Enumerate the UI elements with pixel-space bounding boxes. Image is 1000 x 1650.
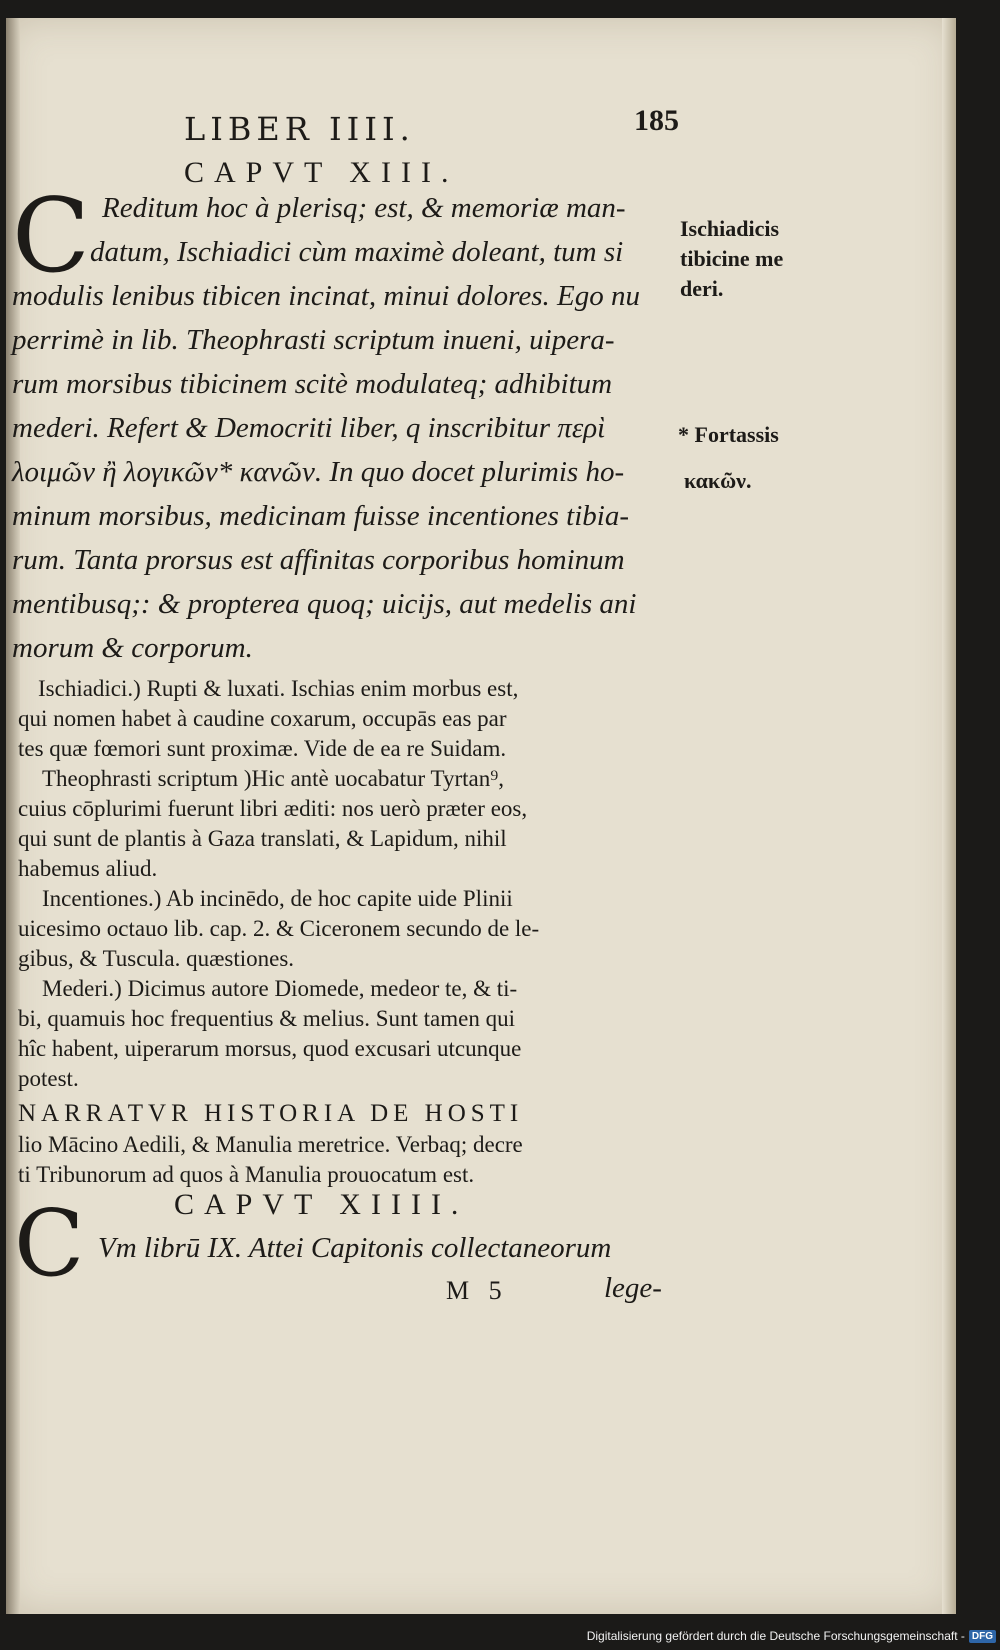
body-line: datum, Ischiadici cùm maximè doleant, tum si <box>90 236 624 268</box>
margin-note-fortassis: * Fortassis <box>678 422 779 447</box>
book-page <box>6 18 956 1614</box>
body-line: Reditum hoc à plerisq; est, & memoriæ man- <box>102 192 626 224</box>
chapter-13-initial: C <box>12 177 91 296</box>
body-line: λοιμῶν ἢ λογικῶν* κανῶν. In quo docet plurimis ho- <box>12 456 625 488</box>
body-line: rum morsibus tibicinem scitè modulateq; adhibitum <box>12 368 613 400</box>
signature-mark: M 5 <box>446 1276 502 1305</box>
commentary-line: Ischiadici.) Rupti & luxati. Ischias enim morbus est, <box>38 676 519 701</box>
chapter-14-first-line: Vm librū IX. Attei Capitonis collectaneorum <box>98 1232 612 1264</box>
dfg-logo: DFG <box>969 1630 996 1643</box>
body-line: mederi. Refert & Democriti liber, q inscribitur περὶ <box>12 412 606 444</box>
body-line: perrimè in lib. Theophrasti scriptum inueni, uipera- <box>12 324 615 356</box>
margin-note-kakon: κακῶν. <box>684 468 752 493</box>
commentary-line: Incentiones.) Ab incinēdo, de hoc capite uide Plinii <box>42 886 513 911</box>
commentary-line: hîc habent, uiperarum morsus, quod excusari utcunque <box>18 1036 522 1061</box>
commentary-line: tes quæ fœmori sunt proximæ. Vide de ea re Suidam. <box>18 736 507 761</box>
chapter-14-initial: C <box>14 1190 85 1297</box>
chapter-14-summary-line: lio Mācino Aedili, & Manulia meretrice. Verbaq; decre <box>18 1132 523 1157</box>
commentary-line: gibus, & Tuscula. quæstiones. <box>18 946 295 971</box>
commentary-line: qui sunt de plantis à Gaza translati, & Lapidum, nihil <box>18 826 507 851</box>
chapter-14-summary-title: NARRATVR HISTORIA DE HOSTI <box>18 1100 524 1127</box>
running-title: LIBER IIII. <box>184 110 415 148</box>
chapter-13-heading: CAPVT XIII. <box>184 156 459 189</box>
body-line: minum morsibus, medicinam fuisse incentiones tibia- <box>12 500 630 532</box>
chapter-14-heading: CAPVT XIIII. <box>174 1188 469 1221</box>
digitization-credit <box>587 1626 996 1646</box>
commentary-line: bi, quamuis hoc frequentius & melius. Sunt tamen qui <box>18 1006 515 1031</box>
catchword: lege- <box>604 1272 662 1304</box>
folio-number: 185 <box>634 104 679 137</box>
commentary-line: uicesimo octauo lib. cap. 2. & Ciceronem secundo de le- <box>18 916 540 941</box>
body-line: modulis lenibus tibicen incinat, minui dolores. Ego nu <box>12 280 641 312</box>
commentary-line: Theophrasti scriptum )Hic antè uocabatur Tyrtan⁹, <box>42 766 504 791</box>
page-edge <box>942 18 956 1614</box>
body-line: mentibusq;: & propterea quoq; uicijs, aut medelis ani <box>12 588 637 620</box>
margin-note-ischiadicis: Ischiadicis tibicine me deri. <box>680 216 784 301</box>
commentary-line: potest. <box>18 1066 79 1091</box>
body-line: rum. Tanta prorsus est affinitas corporibus hominum <box>12 544 625 576</box>
credit-text: Digitalisierung gefördert durch die Deutsche Forschungsgemeinschaft - <box>586 1629 965 1643</box>
body-line: morum & corporum. <box>12 632 253 664</box>
commentary-line: habemus aliud. <box>18 856 158 881</box>
commentary-line: Mederi.) Dicimus autore Diomede, medeor te, & ti- <box>42 976 518 1001</box>
chapter-14-summary-line: ti Tribunorum ad quos à Manulia prouocatum est. <box>18 1162 475 1187</box>
commentary-line: qui nomen habet à caudine coxarum, occupās eas par <box>18 706 507 731</box>
commentary-line: cuius cōplurimi fuerunt libri æditi: nos uerò præter eos, <box>18 796 528 821</box>
